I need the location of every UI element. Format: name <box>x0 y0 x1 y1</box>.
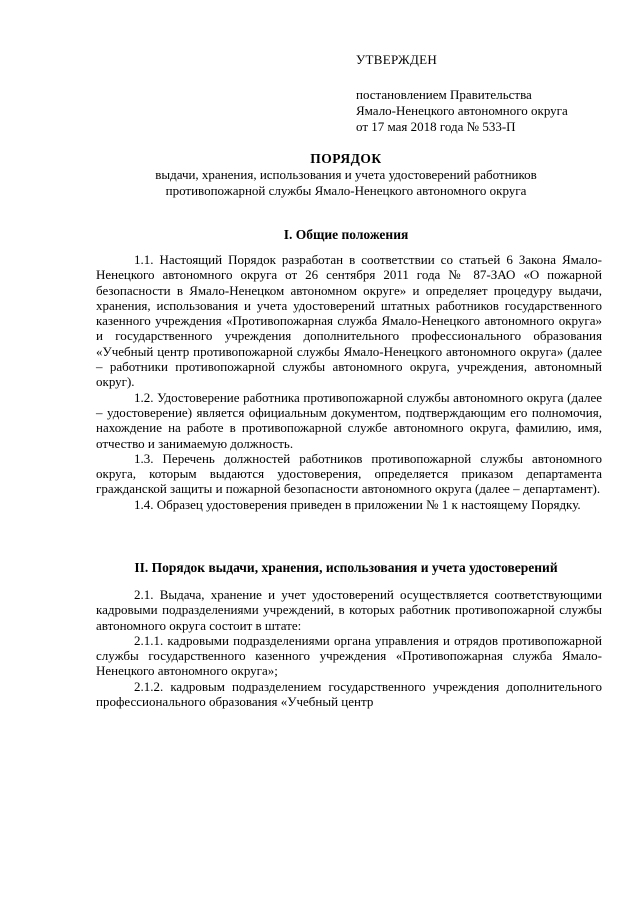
document-title: ПОРЯДОК <box>310 151 382 166</box>
document-subtitle-line: выдачи, хранения, использования и учета удостоверений работников <box>155 167 537 182</box>
paragraph: 1.1. Настоящий Порядок разработан в соответствии со статьей 6 Закона Ямало-Ненецкого автономного округа от 26 сентября 2011 года № 87-ЗАО «О пожарной безопасности в Ямало-Ненецком автономном округе» и определяет процедуру выдачи, хранения, использования и учета удостоверений штатных работников государственного казенного учреждения «Противопожарная служба Ямало-Ненецкого автономного округа» и государственного учреждения дополнительного профессионального образования «Учебный центр противопожарной службы Ямало-Ненецкого автономного округа» (далее – работники противопожарной службы автономного округа, учреждения, автономный округ). <box>96 252 602 390</box>
section-heading-procedure: II. Порядок выдачи, хранения, использования и учета удостоверений <box>134 560 558 575</box>
document-title-block <box>88 151 604 199</box>
document-subtitle-line: противопожарной службы Ямало-Ненецкого автономного округа <box>165 183 527 198</box>
approval-line: Ямало-Ненецкого автономного округа <box>356 103 568 118</box>
section-procedure-body <box>96 587 602 709</box>
approval-block <box>356 52 626 135</box>
paragraph: 2.1.1. кадровыми подразделениями органа управления и отрядов противопожарной службы государственного казенного учреждения «Противопожарная служба Ямало-Ненецкого автономного округа»; <box>96 632 602 679</box>
section-heading-general: I. Общие положения <box>283 227 409 242</box>
paragraph: 1.3. Перечень должностей работников противопожарной службы автономного округа, которым выдаются удостоверения, определяется приказом департамента гражданской защиты и пожарной безопасности автономного округа (далее – департамент). <box>96 450 602 497</box>
paragraph: 2.1. Выдача, хранение и учет удостоверений осуществляется соответствующими кадровыми подразделениями учреждений, в которых работник противопожарной службы автономного округа состоит в штате: <box>96 587 602 633</box>
section-general-body <box>96 252 602 512</box>
approval-line: постановлением Правительства <box>356 87 532 102</box>
approval-line: от 17 мая 2018 года № 533-П <box>356 119 516 134</box>
approval-stamp-title: УТВЕРЖДЕН <box>356 52 438 67</box>
paragraph: 1.2. Удостоверение работника противопожарной службы автономного округа (далее – удостоверение) является официальным документом, подтверждающим его полномочия, нахождение на работе в противопожарной службе автономного округа, фамилию, имя, отчество и занимаемую должность. <box>96 389 602 451</box>
paragraph: 2.1.2. кадровым подразделением государственного учреждения дополнительного профессионального образования «Учебный центр <box>96 678 602 710</box>
paragraph: 1.4. Образец удостоверения приведен в приложении № 1 к настоящему Порядку. <box>134 496 581 512</box>
